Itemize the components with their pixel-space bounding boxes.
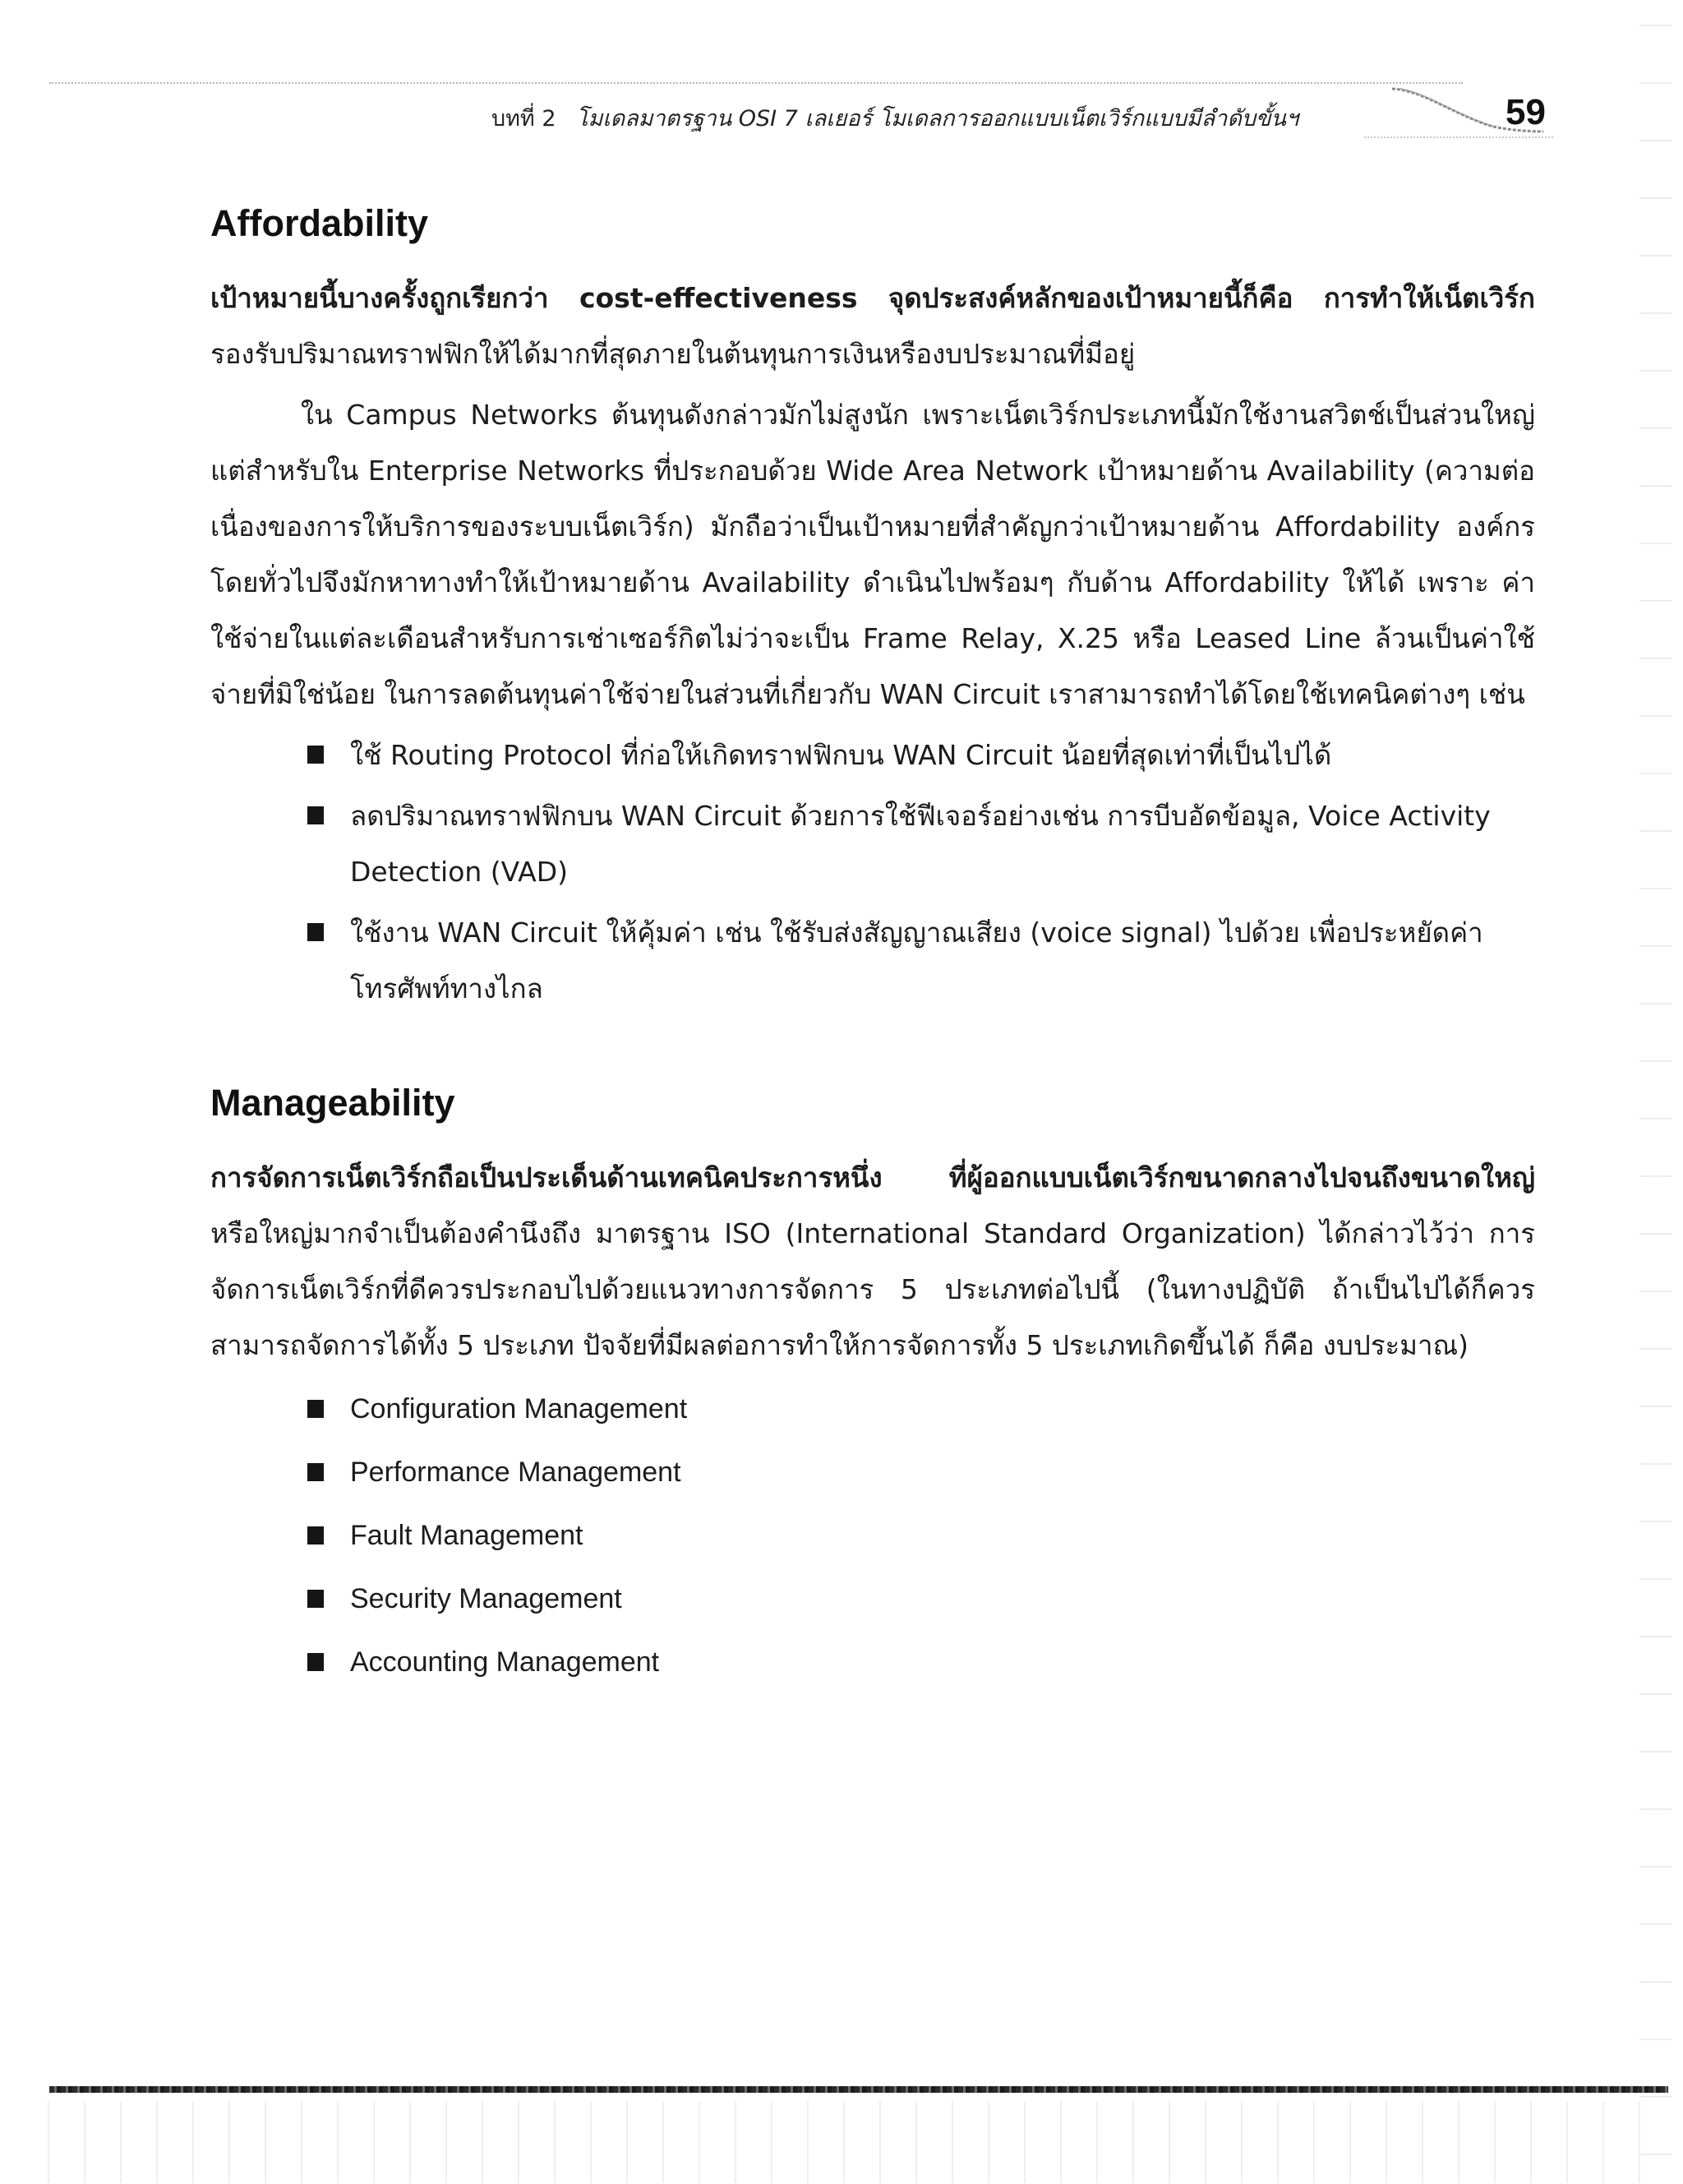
scan-margin-noise	[1639, 0, 1672, 2184]
list-item	[210, 1637, 1535, 1688]
list-item	[210, 1573, 1535, 1624]
list-item-text: Performance Management	[350, 1457, 681, 1488]
square-bullet-icon	[307, 746, 324, 764]
square-bullet-icon	[307, 1526, 324, 1544]
running-header	[491, 100, 1363, 136]
list-item-text: ใช้งาน WAN Circuit ให้คุ้มค่า เช่น ใช้รับส่งสัญญาณเสียง (voice signal) ไปด้วย เพื่อประหยัดค่าโทรศัพท์ทางไกล	[350, 917, 1483, 1004]
list-item	[210, 727, 1535, 783]
chapter-title: โมเดลมาตรฐาน OSI 7 เลเยอร์ โมเดลการออกแบบเน็ตเวิร์กแบบมีลำดับขั้นฯ	[576, 106, 1299, 132]
list-item-text: ใช้ Routing Protocol ที่ก่อให้เกิดทราฟฟิกบน WAN Circuit น้อยที่สุดเท่าที่เป็นไปได้	[350, 739, 1332, 771]
header-bottom-rule	[1364, 136, 1553, 138]
intro-paragraph	[210, 1150, 1535, 1374]
intro-rest: หรือใหญ่มากจำเป็นต้องคำนึงถึง มาตรฐาน ISO (International Standard Organization) ได้กล่าวไว้ว่า การจัดการเน็ตเวิร์กที่ดีควรประกอบไปด้วยแนวทางการจัดการ 5 ประเภทต่อไปนี้ (ในทางปฏิบัติ ถ้าเป็นไปได้ก็ควรสามารถจัดการได้ทั้ง 5 ประเภท ปัจจัยที่มีผลต่อการทำให้การจัดการทั้ง 5 ประเภทเกิดขึ้นได้ ก็คือ งบประมาณ)	[210, 1217, 1535, 1361]
list-item	[210, 1383, 1535, 1434]
intro-paragraph	[210, 270, 1535, 382]
section-heading: Manageability	[210, 1082, 455, 1124]
manageability-section	[210, 1081, 1535, 1688]
intro-rest: รองรับปริมาณทราฟฟิกให้ได้มากที่สุดภายในต้นทุนการเงินหรืองบประมาณที่มีอยู่	[210, 338, 1136, 370]
page-header	[0, 0, 1683, 164]
footer-scan-noise	[33, 2101, 1668, 2183]
intro-lead: เป้าหมายนี้บางครั้งถูกเรียกว่า cost-effectiveness จุดประสงค์หลักของเป้าหมายนี้ก็คือ การทำให้เน็ตเวิร์ก	[210, 282, 1535, 314]
square-bullet-icon	[307, 1400, 324, 1418]
square-bullet-icon	[307, 806, 324, 824]
chapter-label: บทที่ 2	[491, 106, 556, 132]
list-item-text: Security Management	[350, 1583, 622, 1614]
list-item	[210, 788, 1535, 900]
body-paragraph: ใน Campus Networks ต้นทุนดังกล่าวมักไม่สูงนัก เพราะเน็ตเวิร์กประเภทนี้มักใช้งานสวิตช์เป็นส่วนใหญ่ แต่สำหรับใน Enterprise Networks ที่ประกอบด้วย Wide Area Network เป้าหมายด้าน Availability (ความต่อเนื่องของการให้บริการของระบบเน็ตเวิร์ก) มักถือว่าเป็นเป้าหมายที่สำคัญกว่าเป้าหมายด้าน Affordability องค์กรโดยทั่วไปจึงมักหาทางทำให้เป้าหมายด้าน Availability ดำเนินไปพร้อมๆ กับด้าน Affordability ให้ได้ เพราะ ค่าใช้จ่ายในแต่ละเดือนสำหรับการเช่าเซอร์กิตไม่ว่าจะเป็น Frame Relay, X.25 หรือ Leased Line ล้วนเป็นค่าใช้จ่ายที่มิใช่น้อย ในการลดต้นทุนค่าใช้จ่ายในส่วนที่เกี่ยวกับ WAN Circuit เราสามารถทำได้โดยใช้เทคนิคต่างๆ เช่น	[210, 399, 1535, 710]
page-body	[210, 201, 1535, 1700]
list-item	[210, 1510, 1535, 1561]
page-number: 59	[1505, 92, 1546, 132]
square-bullet-icon	[307, 1653, 324, 1671]
header-top-rule	[49, 82, 1463, 84]
list-item-text: Fault Management	[350, 1520, 583, 1551]
square-bullet-icon	[307, 1463, 324, 1481]
section-heading: Affordability	[210, 202, 428, 244]
square-bullet-icon	[307, 923, 324, 941]
management-type-list	[210, 1383, 1535, 1688]
list-item	[210, 1447, 1535, 1498]
list-item-text: ลดปริมาณทราฟฟิกบน WAN Circuit ด้วยการใช้ฟีเจอร์อย่างเช่น การบีบอัดข้อมูล, Voice Activity Detection (VAD)	[350, 800, 1491, 888]
footer-rule	[49, 2086, 1668, 2093]
affordability-section	[210, 201, 1535, 1017]
technique-list	[210, 727, 1535, 1017]
intro-lead: การจัดการเน็ตเวิร์กถือเป็นประเด็นด้านเทคนิคประการหนึ่ง ที่ผู้ออกแบบเน็ตเวิร์กขนาดกลางไปจนถึงขนาดใหญ่	[210, 1161, 1535, 1194]
square-bullet-icon	[307, 1590, 324, 1608]
list-item	[210, 905, 1535, 1017]
list-item-text: Configuration Management	[350, 1393, 688, 1424]
list-item-text: Accounting Management	[350, 1646, 660, 1678]
